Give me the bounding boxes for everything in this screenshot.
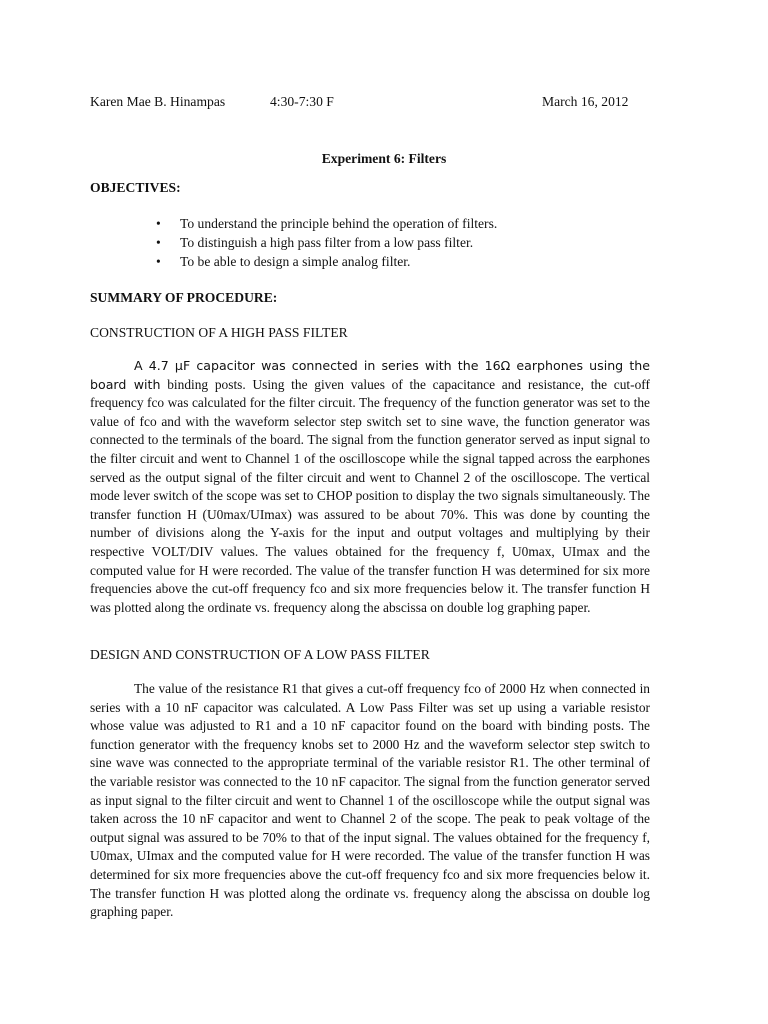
objectives-list xyxy=(140,214,497,271)
objective-item: • To distinguish a high pass filter from a low pass filter. xyxy=(156,235,474,250)
low-pass-body: The value of the resistance R1 that gives a cut-off frequency fco of 2000 Hz when connected in series with a 10 nF capacitor was calculated. A Low Pass Filter was set up using a variable resistor whose value was adjusted to R1 and a 10 nF capacitor found on the board with binding posts. The function generator with the frequency knobs set to 2000 Hz and the waveform selector step switch to sine wave was connected to the appropriate terminal of the variable resistor R1. The other terminal of the variable resistor was connected to the 10 nF capacitor. The signal from the function generator served as input signal to the filter circuit and went to Channel 1 of the oscilloscope while the output signal was taken across the 10 nF capacitor and went to Channel 2 of the scope. The peak to peak voltage of the output signal was assured to be 70% to that of the input signal. The values obtained for the frequency f, U0max, UImax and the computed value for H were recorded. The value of the transfer function H was determined for six more frequencies above the cut-off frequency fco and six more frequencies below it. The transfer function H was plotted along the ordinate vs. frequency along the abscissa on double log graphing paper. xyxy=(90,681,650,920)
class-schedule: 4:30-7:30 F xyxy=(270,94,334,109)
high-pass-lead: A 4.7 μF capacitor was connected in series with the 16Ω earphones using the board with xyxy=(90,358,650,392)
objective-item: • To understand the principle behind the operation of filters. xyxy=(156,216,498,231)
high-pass-heading: CONSTRUCTION OF A HIGH PASS FILTER xyxy=(90,325,348,340)
objectives-heading: OBJECTIVES: xyxy=(90,180,181,195)
procedure-heading: SUMMARY OF PROCEDURE: xyxy=(90,290,278,305)
low-pass-paragraph xyxy=(90,680,650,922)
report-date: March 16, 2012 xyxy=(542,94,629,109)
bullet-icon: • xyxy=(156,235,161,250)
low-pass-heading: DESIGN AND CONSTRUCTION OF A LOW PASS FILTER xyxy=(90,647,430,662)
author-name: Karen Mae B. Hinampas xyxy=(90,94,226,109)
high-pass-body: binding posts. Using the given values of the capacitance and resistance, the cut-off frequency fco was calculated for the filter circuit. The frequency of the function generator was set to the value of fco and with the waveform selector step switch set to sine wave, the function generator was connected to the terminals of the board. The signal from the function generator served as input signal to the filter circuit and went to Channel 1 of the oscilloscope while the signal tapped across the earphones served as the output signal of the filter circuit and went to Channel 2 of the oscilloscope. The vertical mode lever switch of the scope was set to CHOP position to display the two signals simultaneously. The transfer function H (U0max/UImax) was assured to be about 70%. This was done by counting the number of divisions along the Y-axis for the input and output voltages and multiplying by their respective VOLT/DIV values. The values obtained for the frequency f, U0max, UImax and the computed value for H were recorded. The value of the transfer function H was determined for six more frequencies above the cut-off frequency fco and six more frequencies below it. The transfer function H was plotted along the ordinate vs. frequency along the abscissa on double log graphing paper. xyxy=(90,376,650,615)
high-pass-paragraph xyxy=(90,357,650,617)
document-title: Experiment 6: Filters xyxy=(321,151,447,166)
bullet-icon: • xyxy=(156,216,161,231)
objective-item: • To be able to design a simple analog filter. xyxy=(156,254,411,269)
bullet-icon: • xyxy=(156,254,161,269)
